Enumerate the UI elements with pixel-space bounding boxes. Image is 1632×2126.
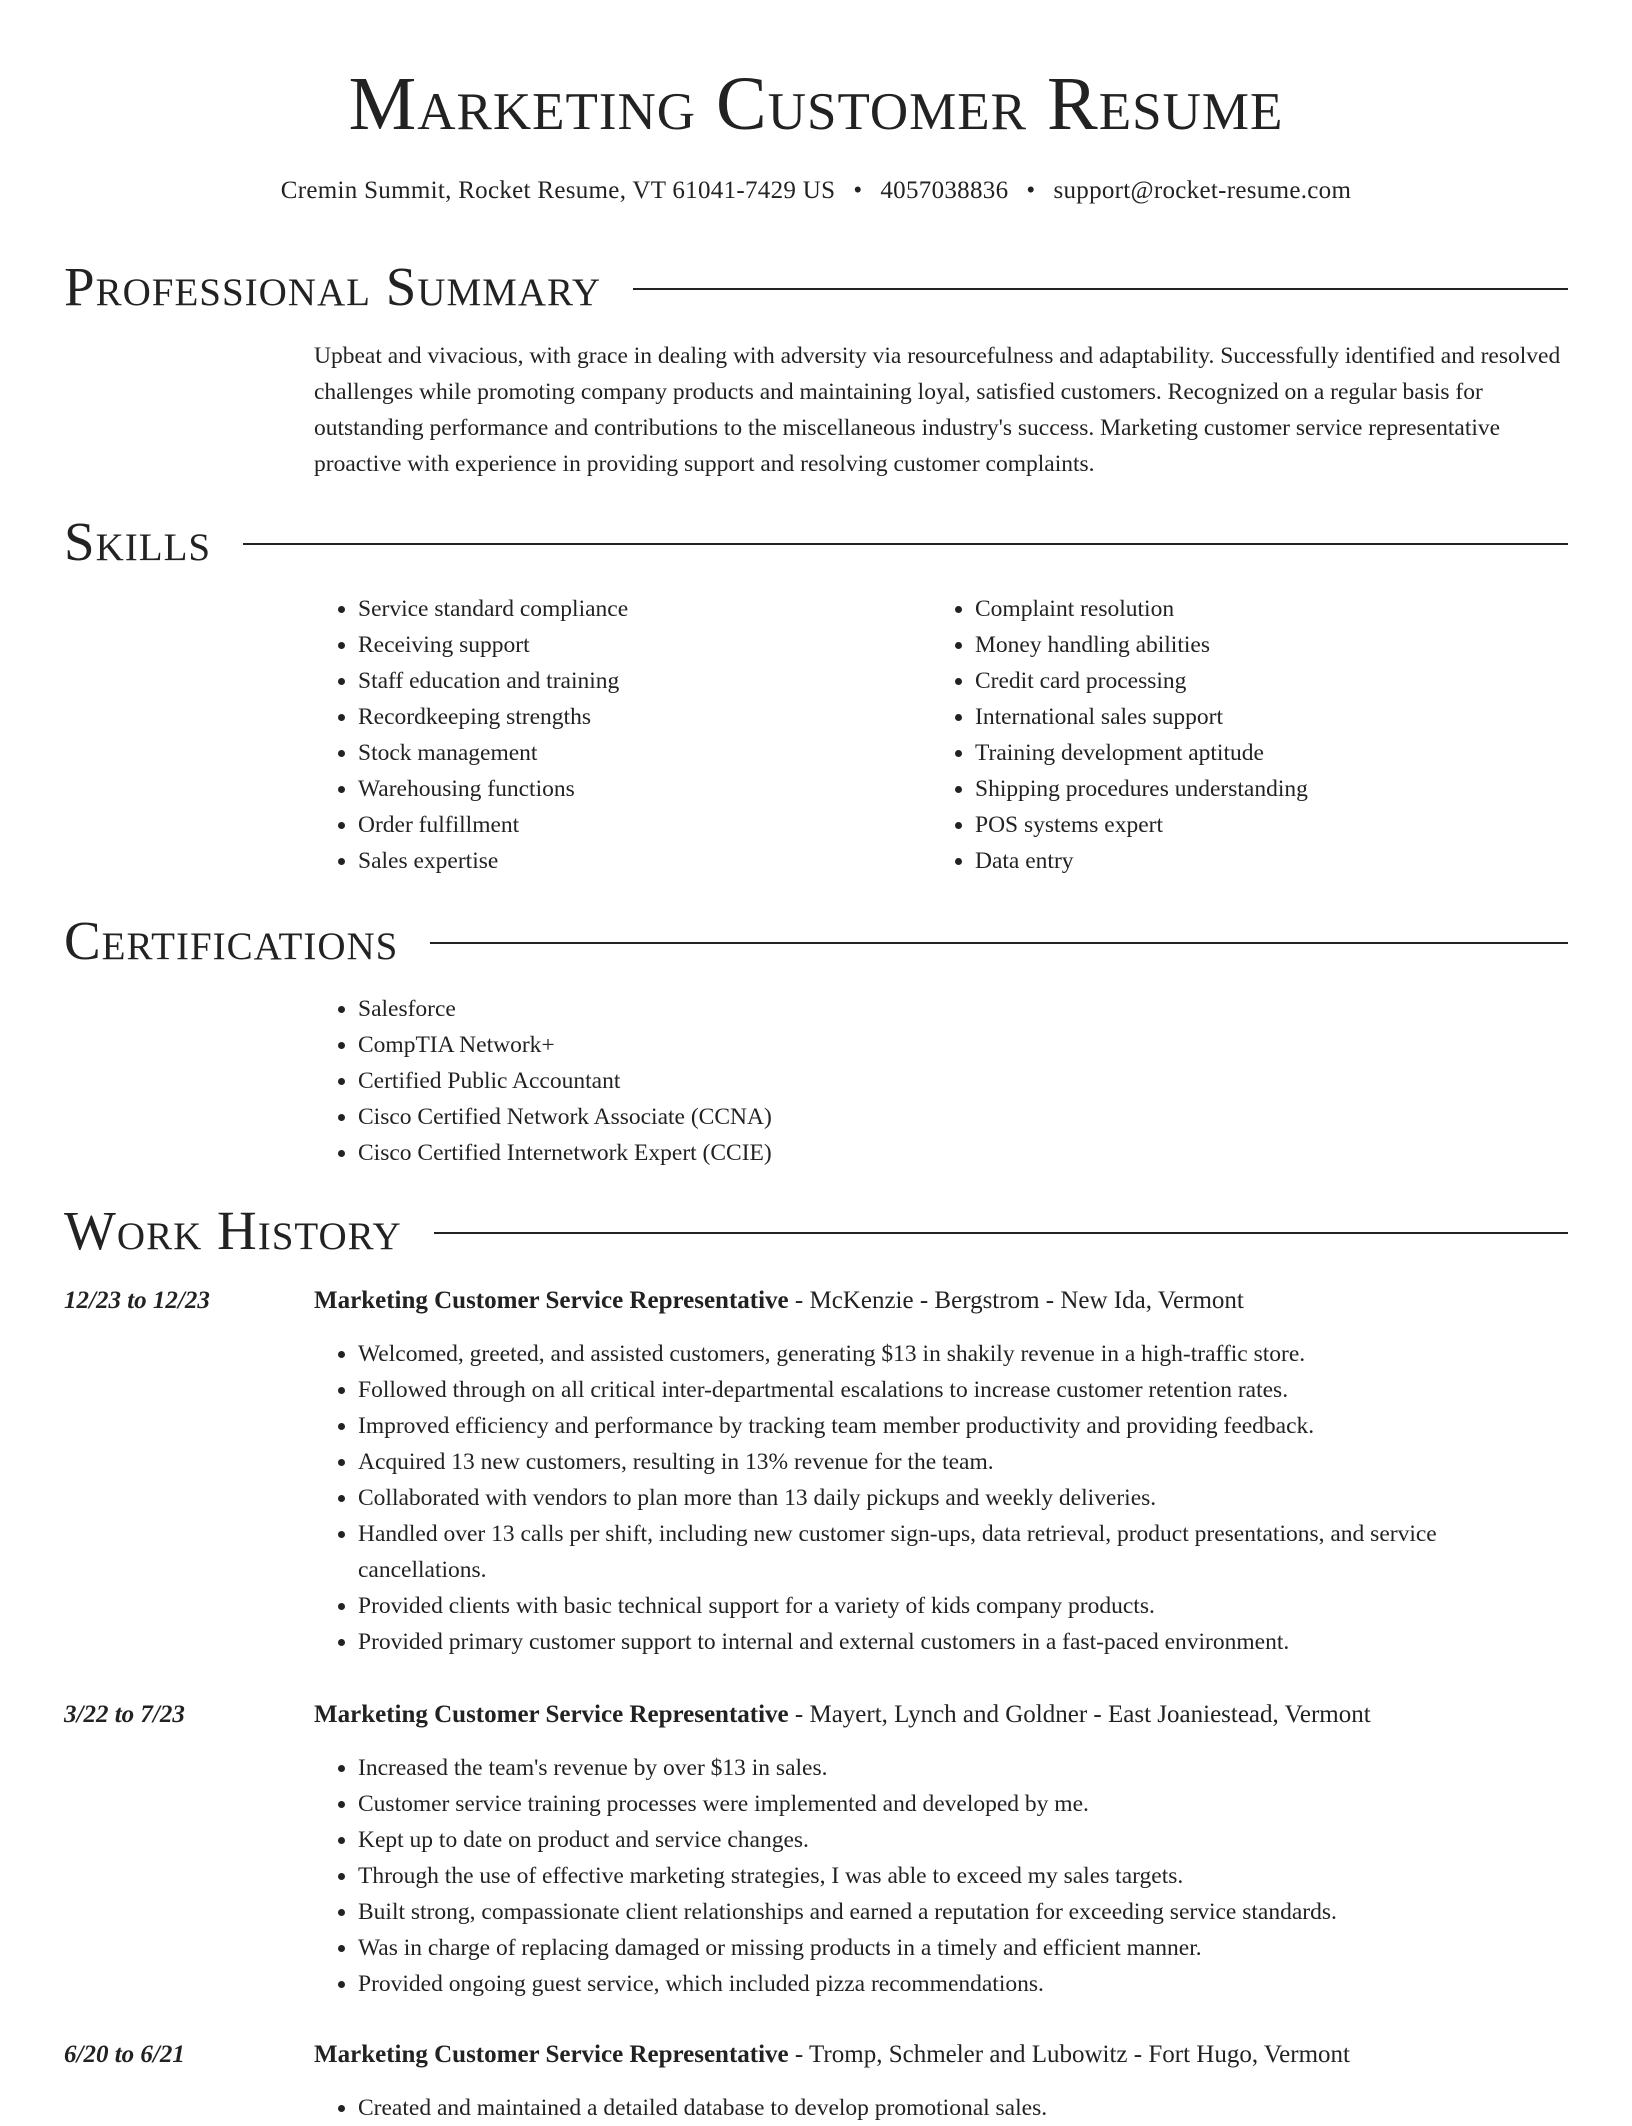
section-divider xyxy=(633,288,1568,290)
job-employer: - Mayert, Lynch and Goldner - East Joaniestead, Vermont xyxy=(788,1701,1371,1728)
skill-item: • Complaint resolution xyxy=(975,591,1548,627)
certifications-section-header xyxy=(64,906,1568,976)
certification-item: • CompTIA Network+ xyxy=(358,1027,1574,1063)
job-bullet: • Followed through on all critical inter-departmental escalations to increase customer retention rates. xyxy=(358,1372,1568,1408)
job-role: Marketing Customer Service Representative xyxy=(314,1287,789,1314)
skills-list-left xyxy=(314,591,931,879)
job-bullet: • Provided clients with basic technical support for a variety of kids company products. xyxy=(358,1588,1568,1624)
section-divider xyxy=(434,1232,1568,1234)
job-employer: - Tromp, Schmeler and Lubowitz - Fort Hugo, Vermont xyxy=(788,2041,1350,2068)
job-dates: 3/22 to 7/23 xyxy=(64,1701,185,1728)
summary-text: Upbeat and vivacious, with grace in dealing with adversity via resourcefulness and adaptability. Successfully identified and resolved challenges while promoting company products and maintaining loyal, satisfied customers. Recognized on a regular basis for outstanding performance and contributions to the miscellaneous industry's success. Marketing customer service representative proactive with experience in providing support and resolving customer complaints. xyxy=(314,343,1561,477)
job-bullet: • Increased the team's revenue by over $13 in sales. xyxy=(358,1750,1568,1786)
job-bullet: • Collaborated with vendors to plan more than 13 daily pickups and weekly deliveries. xyxy=(358,1480,1568,1516)
certification-item: • Cisco Certified Network Associate (CCNA) xyxy=(358,1099,1574,1135)
skill-item: • Data entry xyxy=(975,843,1548,879)
job-entry xyxy=(64,1283,1568,1660)
summary-section-header xyxy=(64,252,1568,322)
skills-heading: Skills xyxy=(64,511,212,572)
contact-separator: • xyxy=(853,177,863,204)
job-bullet: • Acquired 13 new customers, resulting in 13% revenue for the team. xyxy=(358,1444,1568,1480)
skill-item: • Recordkeeping strengths xyxy=(358,699,931,735)
contact-email[interactable]: support@rocket-resume.com xyxy=(1053,177,1352,204)
section-divider xyxy=(243,543,1568,545)
skill-item: • Warehousing functions xyxy=(358,771,931,807)
job-bullet: • Through the use of effective marketing strategies, I was able to exceed my sales targets. xyxy=(358,1858,1568,1894)
skill-item: • Credit card processing xyxy=(975,663,1548,699)
work-heading: Work History xyxy=(64,1200,402,1261)
section-divider xyxy=(430,942,1568,944)
skills-column-right xyxy=(931,591,1548,879)
job-title-line xyxy=(314,2037,1568,2073)
job-bullet-list xyxy=(314,1750,1568,2002)
skills-section-header xyxy=(64,507,1568,577)
job-bullet: • Created and maintained a detailed database to develop promotional sales. xyxy=(358,2090,1568,2126)
skills-column-left xyxy=(314,591,931,879)
job-bullet: • Built strong, compassionate client relationships and earned a reputation for exceeding service standards. xyxy=(358,1894,1568,1930)
skill-item: • Training development aptitude xyxy=(975,735,1548,771)
contact-address: Cremin Summit, Rocket Resume, VT 61041-7429 US xyxy=(280,177,836,204)
job-header xyxy=(64,2037,1568,2073)
certification-item: • Certified Public Accountant xyxy=(358,1063,1574,1099)
job-bullet: • Welcomed, greeted, and assisted customers, generating $13 in shakily revenue in a high-traffic store. xyxy=(358,1336,1568,1372)
job-bullet: • Provided primary customer support to internal and external customers in a fast-paced environment. xyxy=(358,1624,1568,1660)
skill-item: • Receiving support xyxy=(358,627,931,663)
job-entry xyxy=(64,2037,1568,2126)
certification-item: • Cisco Certified Internetwork Expert (CCIE) xyxy=(358,1135,1574,1171)
job-title-line xyxy=(314,1697,1568,1733)
job-entry xyxy=(64,1697,1568,2002)
contact-phone: 4057038836 xyxy=(880,177,1009,204)
job-bullet: • Improved efficiency and performance by tracking team member productivity and providing feedback. xyxy=(358,1408,1568,1444)
job-title-line xyxy=(314,1283,1568,1319)
certifications-block xyxy=(314,991,1574,1171)
job-dates: 6/20 to 6/21 xyxy=(64,2041,185,2068)
work-section-header xyxy=(64,1196,1568,1266)
skill-item: • International sales support xyxy=(975,699,1548,735)
contact-line xyxy=(0,174,1632,208)
job-bullet-list xyxy=(314,2090,1568,2126)
skill-item: • Staff education and training xyxy=(358,663,931,699)
certifications-heading: Certifications xyxy=(64,910,399,971)
job-bullet-list xyxy=(314,1336,1568,1660)
skill-item: • Stock management xyxy=(358,735,931,771)
job-dates: 12/23 to 12/23 xyxy=(64,1287,210,1314)
skill-item: • POS systems expert xyxy=(975,807,1548,843)
summary-heading: Professional Summary xyxy=(64,256,602,317)
skills-list-right xyxy=(931,591,1548,879)
job-bullet: • Provided ongoing guest service, which included pizza recommendations. xyxy=(358,1966,1568,2002)
skill-item: • Money handling abilities xyxy=(975,627,1548,663)
job-role: Marketing Customer Service Representative xyxy=(314,1701,789,1728)
job-header xyxy=(64,1283,1568,1319)
contact-separator: • xyxy=(1026,177,1036,204)
skills-columns xyxy=(314,591,1574,879)
job-bullet: • Handled over 13 calls per shift, including new customer sign-ups, data retrieval, product presentations, and service cancellations. xyxy=(358,1516,1568,1588)
certifications-list xyxy=(314,991,1574,1171)
job-bullet: • Customer service training processes were implemented and developed by me. xyxy=(358,1786,1568,1822)
job-role: Marketing Customer Service Representative xyxy=(314,2041,789,2068)
job-employer: - McKenzie - Bergstrom - New Ida, Vermont xyxy=(788,1287,1244,1314)
skill-item: • Sales expertise xyxy=(358,843,931,879)
certification-item: • Salesforce xyxy=(358,991,1574,1027)
job-header xyxy=(64,1697,1568,1733)
job-bullet: • Was in charge of replacing damaged or missing products in a timely and efficient manner. xyxy=(358,1930,1568,1966)
skill-item: • Shipping procedures understanding xyxy=(975,771,1548,807)
skill-item: • Service standard compliance xyxy=(358,591,931,627)
skill-item: • Order fulfillment xyxy=(358,807,931,843)
document-title: Marketing Customer Resume xyxy=(348,62,1284,146)
job-bullet: • Kept up to date on product and service changes. xyxy=(358,1822,1568,1858)
